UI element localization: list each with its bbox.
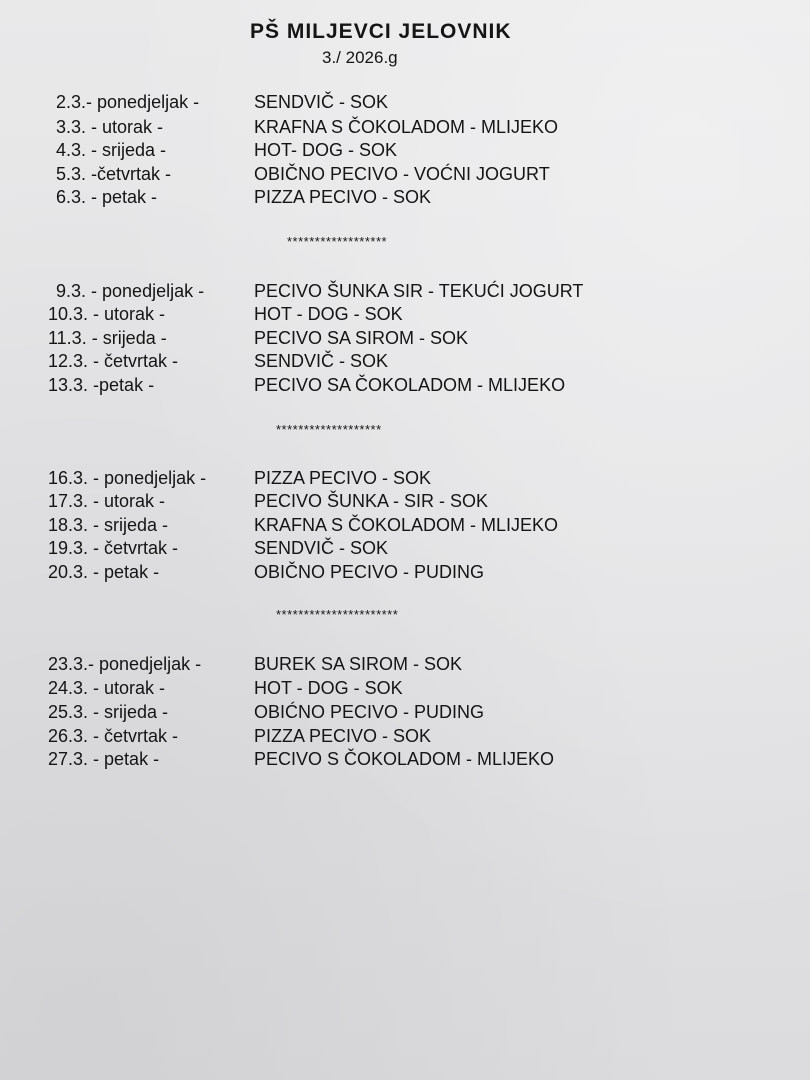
meal-label: OBIČNO PECIVO - PUDING xyxy=(254,562,485,582)
day-label: 25.3. - srijeda - xyxy=(48,702,169,722)
meal-label: KRAFNA S ČOKOLADOM - MLIJEKO xyxy=(254,515,559,535)
menu-row xyxy=(0,164,810,188)
menu-row xyxy=(0,281,810,305)
day-label: 26.3. - četvrtak - xyxy=(48,726,179,746)
day-label: 6.3. - petak - xyxy=(56,187,158,207)
day-label: 5.3. -četvrtak - xyxy=(56,164,172,184)
meal-label: PIZZA PECIVO - SOK xyxy=(254,187,432,207)
meal-label: PIZZA PECIVO - SOK xyxy=(254,726,432,746)
week-separator: ********************** xyxy=(276,607,399,622)
menu-row xyxy=(0,491,810,515)
meal-label: PECIVO SA ČOKOLADOM - MLIJEKO xyxy=(254,375,566,395)
meal-label: OBIČNO PECIVO - VOĆNI JOGURT xyxy=(254,164,550,184)
menu-row xyxy=(0,515,810,539)
day-label: 17.3. - utorak - xyxy=(48,491,166,511)
meal-label: KRAFNA S ČOKOLADOM - MLIJEKO xyxy=(254,117,559,137)
menu-row xyxy=(0,351,810,375)
day-label: 19.3. - četvrtak - xyxy=(48,538,179,558)
day-label: 23.3.- ponedjeljak - xyxy=(48,654,202,674)
meal-label: PIZZA PECIVO - SOK xyxy=(254,468,432,488)
meal-label: PECIVO S ČOKOLADOM - MLIJEKO xyxy=(254,749,555,769)
menu-row xyxy=(0,117,810,141)
menu-row xyxy=(0,375,810,399)
meal-label: PECIVO ŠUNKA SIR - TEKUĆI JOGURT xyxy=(254,281,584,301)
day-label: 10.3. - utorak - xyxy=(48,304,166,324)
page-subtitle: 3./ 2026.g xyxy=(322,48,398,67)
page-title: PŠ MILJEVCI JELOVNIK xyxy=(250,20,512,43)
day-label: 24.3. - utorak - xyxy=(48,678,166,698)
meal-label: SENDVIČ - SOK xyxy=(254,351,389,371)
meal-label: HOT- DOG - SOK xyxy=(254,140,398,160)
day-label: 18.3. - srijeda - xyxy=(48,515,169,535)
meal-label: SENDVIČ - SOK xyxy=(254,538,389,558)
meal-label: HOT - DOG - SOK xyxy=(254,678,403,698)
menu-row xyxy=(0,654,810,678)
day-label: 20.3. - petak - xyxy=(48,562,160,582)
day-label: 2.3.- ponedjeljak - xyxy=(56,92,200,112)
meal-label: PECIVO SA SIROM - SOK xyxy=(254,328,469,348)
day-label: 11.3. - srijeda - xyxy=(48,328,167,348)
meal-label: BUREK SA SIROM - SOK xyxy=(254,654,463,674)
menu-row xyxy=(0,726,810,750)
menu-row xyxy=(0,304,810,328)
day-label: 16.3. - ponedjeljak - xyxy=(48,468,207,488)
menu-row xyxy=(0,468,810,492)
menu-row xyxy=(0,187,810,211)
day-label: 13.3. -petak - xyxy=(48,375,155,395)
day-label: 4.3. - srijeda - xyxy=(56,140,167,160)
week-separator: ******************* xyxy=(276,422,382,437)
menu-row xyxy=(0,328,810,352)
meal-label: SENDVIČ - SOK xyxy=(254,92,389,112)
menu-row xyxy=(0,140,810,164)
menu-row xyxy=(0,678,810,702)
day-label: 27.3. - petak - xyxy=(48,749,160,769)
meal-label: PECIVO ŠUNKA - SIR - SOK xyxy=(254,491,489,511)
meal-label: OBIĆNO PECIVO - PUDING xyxy=(254,702,485,722)
week-separator: ****************** xyxy=(287,234,388,249)
menu-row xyxy=(0,562,810,586)
day-label: 9.3. - ponedjeljak - xyxy=(56,281,205,301)
menu-row xyxy=(0,538,810,562)
menu-row xyxy=(0,749,810,773)
menu-row xyxy=(0,702,810,726)
day-label: 12.3. - četvrtak - xyxy=(48,351,179,371)
day-label: 3.3. - utorak - xyxy=(56,117,164,137)
meal-label: HOT - DOG - SOK xyxy=(254,304,403,324)
menu-row xyxy=(0,92,810,116)
